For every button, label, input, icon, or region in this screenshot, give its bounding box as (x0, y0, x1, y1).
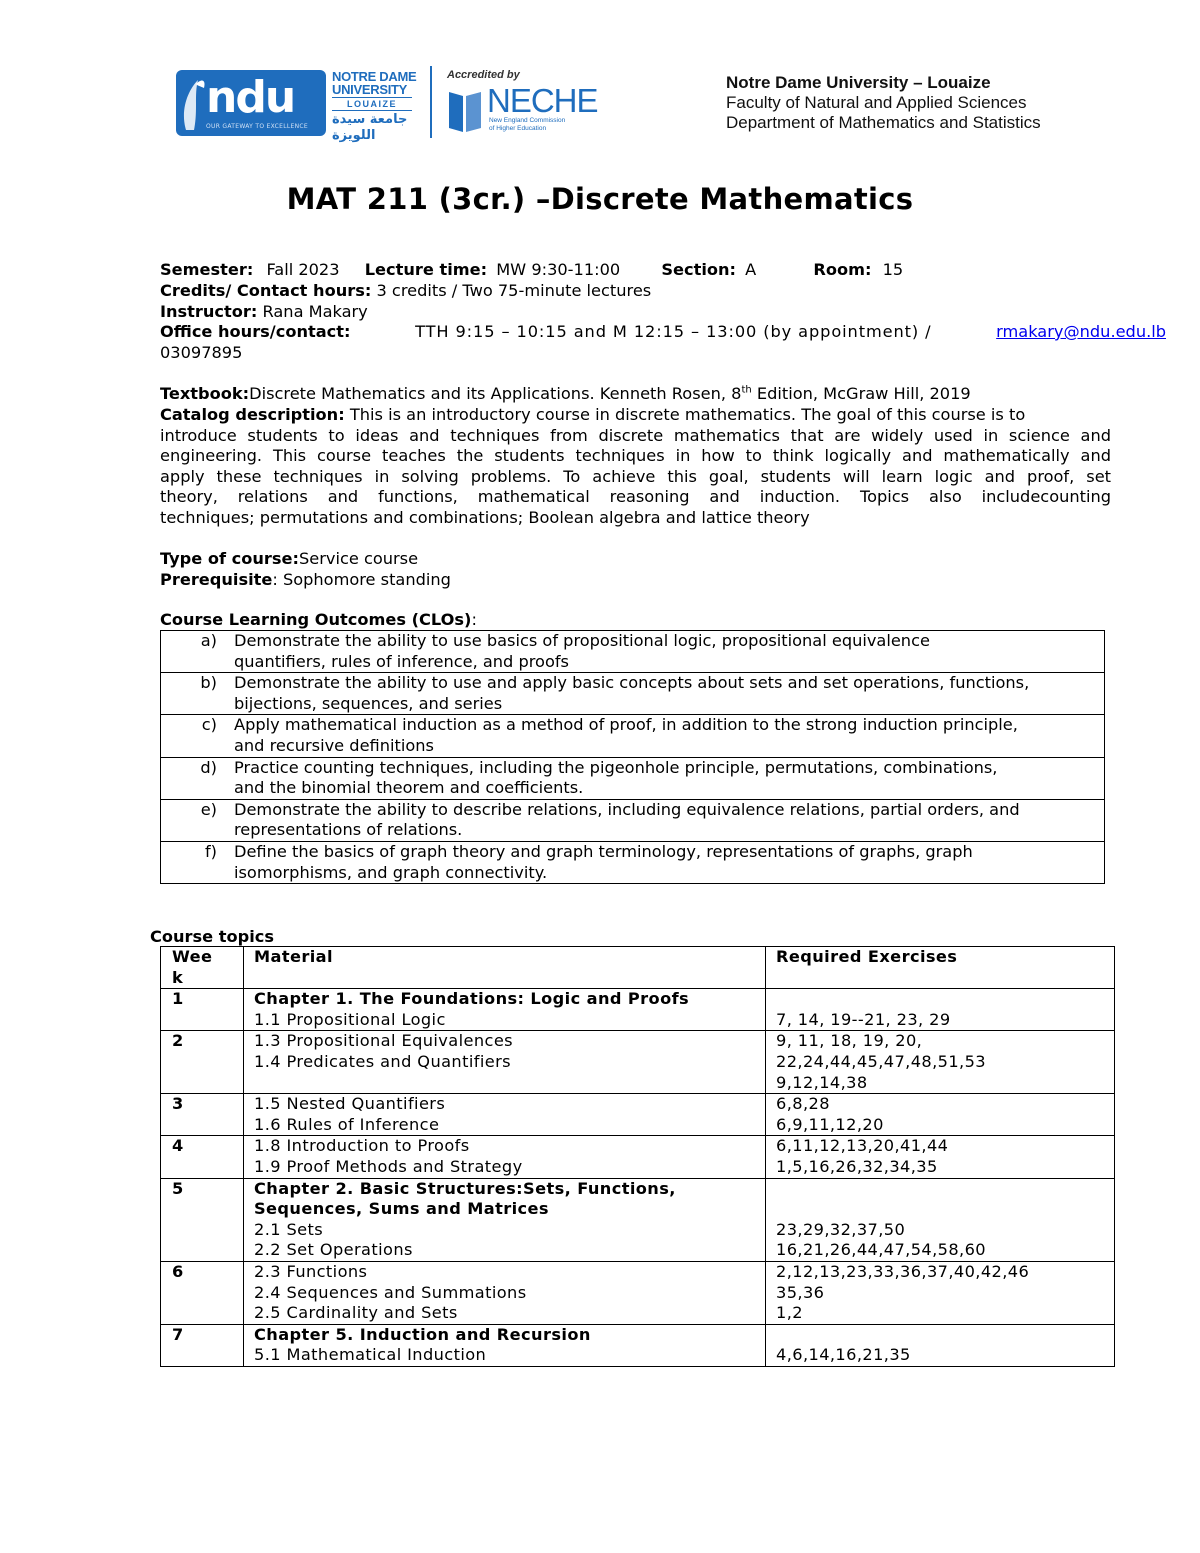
clo-text-line2: bijections, sequences, and series (234, 693, 503, 713)
catalog-row-1 (160, 405, 1025, 426)
logo-divider (430, 66, 432, 138)
neche-wordmark: NECHE (487, 82, 598, 119)
clo-cell (161, 841, 1105, 883)
section-value: A (745, 260, 757, 279)
info-row-1 (160, 260, 903, 281)
clo-text (217, 842, 1104, 883)
topics-table (160, 946, 1115, 1367)
clo-text-line2: representations of relations. (234, 820, 463, 840)
clo-row (161, 673, 1105, 715)
exercise-line: 16,21,26,44,47,54,58,60 (776, 1240, 987, 1260)
material-cell (244, 1094, 766, 1136)
exercise-line: 22,24,44,45,47,48,51,53 (776, 1051, 987, 1071)
department-name: Department of Mathematics and Statistics (726, 113, 1041, 132)
exercise-line: 4,6,14,16,21,35 (776, 1345, 911, 1365)
section-label: Section: (661, 260, 736, 279)
clo-text-line2: quantifiers, rules of inference, and proofs (234, 651, 569, 671)
instructor-phone: 03097895 (160, 343, 243, 362)
material-cell (244, 1324, 766, 1366)
clo-letter: a) (200, 631, 217, 650)
material-line: 2.2 Set Operations (254, 1240, 413, 1260)
catalog-label: Catalog description: (160, 405, 345, 424)
exercises-cell (766, 1094, 1115, 1136)
faculty-name: Faculty of Natural and Applied Sciences (726, 93, 1027, 112)
material-line: 1.5 Nested Quantifiers (254, 1094, 446, 1114)
material-line: 2.3 Functions (254, 1261, 368, 1281)
textbook-text-b: Edition, McGraw Hill, 2019 (751, 384, 971, 403)
clo-row (161, 841, 1105, 883)
instructor-email-link[interactable]: rmakary@ndu.edu.lb (996, 322, 1166, 341)
exercises-cell (766, 1136, 1115, 1178)
clo-heading-suffix: : (471, 610, 477, 629)
clo-text-line2: isomorphisms, and graph connectivity. (234, 862, 548, 882)
catalog-line-6: techniques; permutations and combinations; Boolean algebra and lattice theory (160, 508, 810, 527)
material-line: Chapter 1. The Foundations: Logic and Proofs (254, 989, 690, 1009)
clo-heading-text: Course Learning Outcomes (CLOs) (160, 610, 472, 629)
clo-letter: e) (200, 799, 217, 819)
semester-value: Fall 2023 (266, 260, 340, 279)
material-line: 1.4 Predicates and Quantifiers (254, 1051, 511, 1071)
exercises-cell (766, 1178, 1115, 1261)
exercise-line: 2,12,13,23,33,36,37,40,42,46 (776, 1261, 1030, 1281)
instructor-label: Instructor: (160, 302, 258, 321)
logo-arabic-line2: اللويزة (332, 128, 376, 143)
office-value: TTH 9:15 – 10:15 and M 12:15 – 13:00 (by appointment) / (415, 322, 932, 341)
clo-cell (161, 715, 1105, 757)
clo-text (217, 673, 1104, 714)
topics-heading: Course topics (150, 927, 274, 946)
clo-table (160, 630, 1105, 884)
material-line: 2.5 Cardinality and Sets (254, 1303, 458, 1323)
instructor-value: Rana Makary (262, 302, 368, 321)
table-row (161, 1094, 1115, 1136)
exercises-cell (766, 1031, 1115, 1094)
table-row (161, 989, 1115, 1031)
clo-row (161, 631, 1105, 673)
exercise-line: 6,8,28 (776, 1094, 830, 1114)
col-material-header: Material (244, 947, 766, 989)
table-row (161, 1324, 1115, 1366)
accreditation-label: Accredited by (447, 69, 520, 81)
material-line: 1.1 Propositional Logic (254, 1009, 446, 1029)
catalog-line-2: introduce students to ideas and techniques from discrete mathematics that are widely used in science and (160, 426, 1111, 445)
clo-text-line1: Demonstrate the ability to describe relations, including equivalence relations, partial orders, and (234, 799, 1020, 819)
material-line: 2.1 Sets (254, 1219, 324, 1239)
info-row-credits (160, 281, 651, 302)
week-cell: 3 (161, 1094, 244, 1136)
info-row-instructor (160, 302, 368, 323)
course-title: MAT 211 (3cr.) –Discrete Mathematics (286, 182, 914, 216)
week-cell: 4 (161, 1136, 244, 1178)
catalog-line-1: This is an introductory course in discrete mathematics. The goal of this course is to (349, 405, 1026, 424)
material-cell (244, 1261, 766, 1324)
clo-text-line2: and recursive definitions (234, 735, 434, 755)
credits-value: 3 credits / Two 75-minute lectures (376, 281, 652, 300)
lecture-value: MW 9:30-11:00 (496, 260, 621, 279)
clo-text (217, 800, 1104, 841)
course-type-row (160, 549, 418, 570)
prerequisite-value: : Sophomore standing (272, 570, 451, 589)
lecture-label: Lecture time: (364, 260, 488, 279)
university-name: Notre Dame University – Louaize (726, 73, 991, 92)
textbook-row (160, 384, 971, 405)
col-week-b: k (172, 967, 184, 987)
exercises-cell (766, 1261, 1115, 1324)
exercise-line: 6,11,12,13,20,41,44 (776, 1136, 949, 1156)
material-line: Chapter 2. Basic Structures:Sets, Functions, (254, 1178, 676, 1198)
material-line: 2.4 Sequences and Summations (254, 1282, 527, 1302)
clo-letter: f) (204, 841, 217, 861)
clo-text-line1: Apply mathematical induction as a method of proof, in addition to the strong induction principle, (234, 715, 1018, 735)
catalog-line-4: apply these techniques in solving problems. To achieve this goal, students will learn logic and proof, set (160, 467, 1111, 486)
neche-fullname-line2: of Higher Education (489, 125, 547, 132)
logo-name-line2: UNIVERSITY (332, 82, 408, 97)
clo-text-line1: Demonstrate the ability to use basics of propositional logic, propositional equivalence (234, 631, 930, 650)
clo-heading (160, 610, 477, 631)
ndu-mark: ndu (206, 72, 295, 123)
week-cell: 2 (161, 1031, 244, 1094)
catalog-line-5: theory, relations and functions, mathematical reasoning and induction. Topics also includecounting (160, 487, 1111, 506)
table-row (161, 1261, 1115, 1324)
neche-fullname (489, 117, 579, 133)
clo-cell (161, 757, 1105, 799)
material-line: 1.6 Rules of Inference (254, 1114, 440, 1134)
col-week-header (161, 947, 244, 989)
material-cell (244, 1031, 766, 1094)
exercise-line: 35,36 (776, 1282, 825, 1302)
clo-text (217, 715, 1104, 756)
clo-row (161, 799, 1105, 841)
logo-name-line1: NOTRE DAME (332, 69, 417, 84)
course-type-label: Type of course: (160, 549, 299, 568)
col-week-a: Wee (172, 947, 213, 966)
week-cell: 6 (161, 1261, 244, 1324)
exercises-cell (766, 1324, 1115, 1366)
exercises-cell (766, 989, 1115, 1031)
material-line: Chapter 5. Induction and Recursion (254, 1324, 591, 1344)
material-cell (244, 1178, 766, 1261)
exercise-line: 7, 14, 19--21, 23, 29 (776, 1009, 951, 1029)
textbook-superscript: th (741, 384, 752, 396)
logo-arabic-line1: جامعة سيدة (332, 112, 408, 127)
info-row-office (160, 322, 1166, 343)
exercise-line: 1,2 (776, 1303, 803, 1323)
clo-cell (161, 799, 1105, 841)
textbook-label: Textbook: (160, 384, 250, 403)
material-line: 1.8 Introduction to Proofs (254, 1136, 470, 1156)
material-cell (244, 1136, 766, 1178)
week-cell: 7 (161, 1324, 244, 1366)
clo-text-line1: Demonstrate the ability to use and apply basic concepts about sets and set operations, functions, (234, 673, 1030, 693)
university-block (726, 73, 1041, 133)
semester-label: Semester: (160, 260, 254, 279)
logo-name-line3: LOUAIZE (332, 97, 412, 111)
exercise-line: 6,9,11,12,20 (776, 1114, 884, 1134)
week-cell: 5 (161, 1178, 244, 1261)
clo-cell (161, 673, 1105, 715)
clo-letter: b) (200, 673, 217, 693)
topics-header-row (161, 947, 1115, 989)
exercise-line: 9,12,14,38 (776, 1072, 868, 1092)
room-label: Room: (813, 260, 872, 279)
clo-letter: d) (200, 757, 217, 777)
material-line: 1.3 Propositional Equivalences (254, 1031, 514, 1051)
exercise-line: 23,29,32,37,50 (776, 1219, 906, 1239)
table-row (161, 1178, 1115, 1261)
material-line: Sequences, Sums and Matrices (254, 1199, 549, 1219)
clo-text-line2: and the binomial theorem and coefficients. (234, 778, 584, 798)
clo-row (161, 757, 1105, 799)
credits-label: Credits/ Contact hours: (160, 281, 372, 300)
clo-row (161, 715, 1105, 757)
table-row (161, 1136, 1115, 1178)
neche-book-icon (447, 86, 483, 134)
neche-fullname-line1: New England Commission (489, 117, 566, 124)
room-value: 15 (882, 260, 904, 279)
clo-cell (161, 631, 1105, 673)
catalog-line-3: engineering. This course teaches the students techniques in how to think logically and mathematically and (160, 446, 1111, 465)
clo-text-line1: Define the basics of graph theory and graph terminology, representations of graphs, graph (234, 841, 973, 861)
prerequisite-row (160, 570, 451, 591)
course-type-value: Service course (298, 549, 419, 568)
clo-text (217, 631, 1104, 672)
clo-text (217, 758, 1104, 799)
ndu-logo (176, 70, 326, 136)
prerequisite-label: Prerequisite (160, 570, 273, 589)
material-cell (244, 989, 766, 1031)
week-cell: 1 (161, 989, 244, 1031)
table-row (161, 1031, 1115, 1094)
office-label: Office hours/contact: (160, 322, 351, 341)
exercise-line: 1,5,16,26,32,34,35 (776, 1156, 938, 1176)
clo-letter: c) (201, 715, 217, 735)
col-exercises-header: Required Exercises (766, 947, 1115, 989)
clo-text-line1: Practice counting techniques, including the pigeonhole principle, permutations, combinations, (234, 757, 998, 777)
ndu-logo-text (332, 70, 422, 144)
textbook-text-a: Discrete Mathematics and its Applications. Kenneth Rosen, 8 (249, 384, 742, 403)
ndu-tagline: OUR GATEWAY TO EXCELLENCE (206, 123, 308, 130)
exercise-line: 9, 11, 18, 19, 20, (776, 1031, 923, 1051)
material-line: 5.1 Mathematical Induction (254, 1345, 487, 1365)
material-line: 1.9 Proof Methods and Strategy (254, 1156, 523, 1176)
